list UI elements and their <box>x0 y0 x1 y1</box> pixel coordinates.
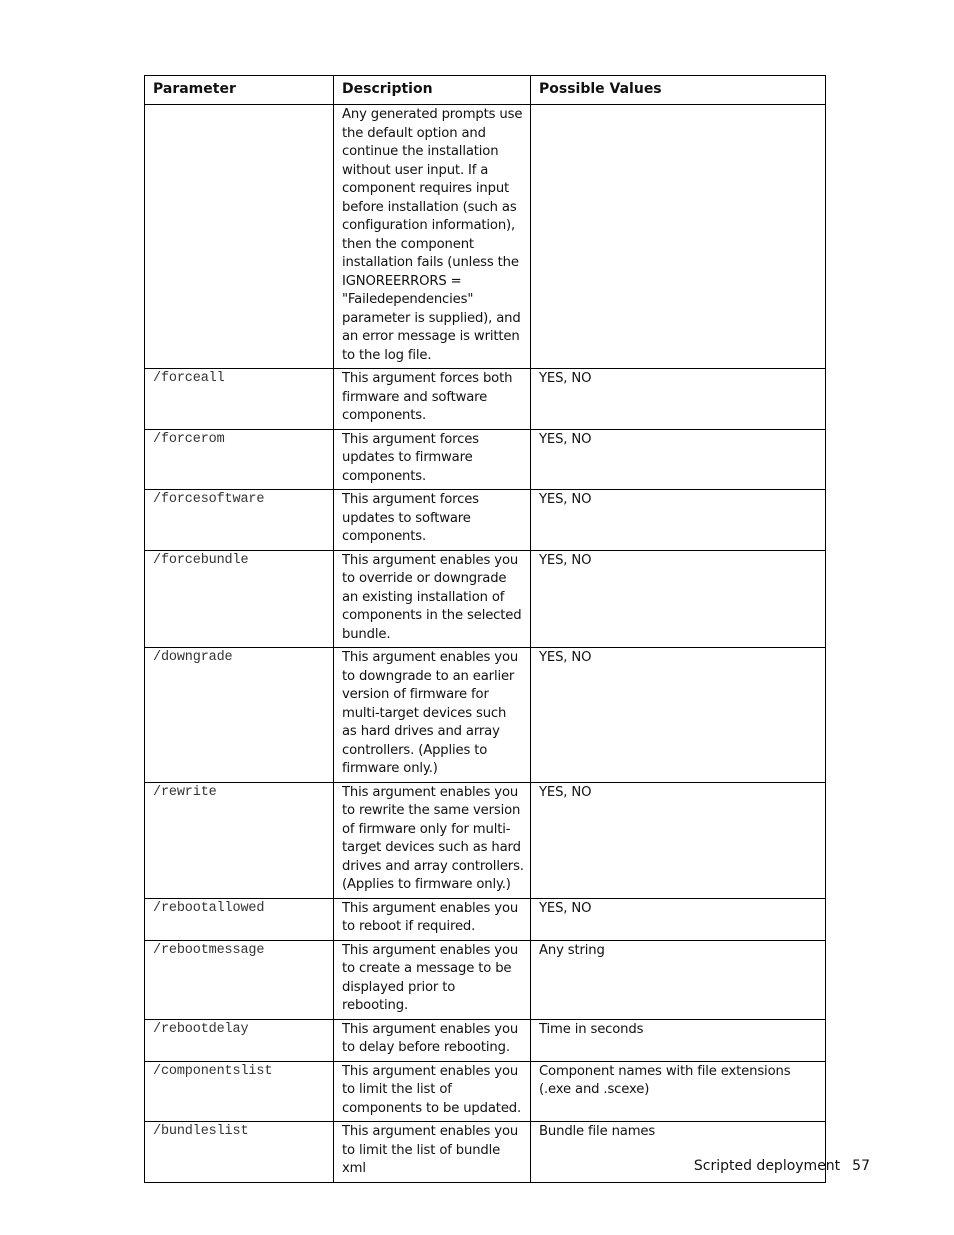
parameter-cell: /bundleslist <box>145 1122 334 1183</box>
parameter-cell: /forcesoftware <box>145 490 334 551</box>
table-row <box>145 429 826 490</box>
description-cell: This argument enables you to reboot if required. <box>334 898 531 940</box>
possible-values-cell: YES, NO <box>531 429 826 490</box>
description-cell: This argument enables you to limit the list of bundle xml <box>334 1122 531 1183</box>
possible-values-cell: YES, NO <box>531 490 826 551</box>
possible-values-cell: Time in seconds <box>531 1019 826 1061</box>
header-description: Description <box>334 76 531 105</box>
parameter-cell: /rebootdelay <box>145 1019 334 1061</box>
parameter-cell: /forcerom <box>145 429 334 490</box>
table-header-row <box>145 76 826 105</box>
possible-values-cell <box>531 105 826 369</box>
possible-values-cell: YES, NO <box>531 898 826 940</box>
possible-values-cell: YES, NO <box>531 550 826 648</box>
table-row <box>145 1019 826 1061</box>
parameter-cell: /rebootmessage <box>145 940 334 1019</box>
table-row <box>145 898 826 940</box>
table-row <box>145 940 826 1019</box>
possible-values-cell: Component names with file extensions (.exe and .scexe) <box>531 1061 826 1122</box>
description-cell: This argument enables you to downgrade to an earlier version of firmware for multi-target devices such as hard drives and array controllers. (Applies to firmware only.) <box>334 648 531 783</box>
possible-values-cell: YES, NO <box>531 648 826 783</box>
parameter-cell <box>145 105 334 369</box>
table-row <box>145 369 826 430</box>
parameter-cell: /componentslist <box>145 1061 334 1122</box>
parameter-cell: /forceall <box>145 369 334 430</box>
description-cell: This argument forces both firmware and software components. <box>334 369 531 430</box>
possible-values-cell: Bundle file names <box>531 1122 826 1183</box>
description-cell: This argument forces updates to software components. <box>334 490 531 551</box>
table-row <box>145 550 826 648</box>
description-cell: This argument enables you to create a message to be displayed prior to rebooting. <box>334 940 531 1019</box>
description-cell: This argument enables you to limit the list of components to be updated. <box>334 1061 531 1122</box>
parameter-cell: /forcebundle <box>145 550 334 648</box>
page-footer <box>694 1158 870 1174</box>
possible-values-cell: YES, NO <box>531 782 826 898</box>
possible-values-cell: Any string <box>531 940 826 1019</box>
possible-values-cell: YES, NO <box>531 369 826 430</box>
parameter-cell: /rewrite <box>145 782 334 898</box>
footer-section-title: Scripted deployment <box>693 1158 841 1174</box>
table-row <box>145 1061 826 1122</box>
parameter-cell: /downgrade <box>145 648 334 783</box>
description-cell: This argument enables you to override or downgrade an existing installation of components in the selected bundle. <box>334 550 531 648</box>
header-possible-values: Possible Values <box>531 76 826 105</box>
description-cell: Any generated prompts use the default option and continue the installation without user input. If a component requires input before installation (such as configuration information), then the component installation fails (unless the IGNOREERRORS = "Failedependencies" parameter is supplied), and an error message is written to the log file. <box>334 105 531 369</box>
description-cell: This argument forces updates to firmware components. <box>334 429 531 490</box>
description-cell: This argument enables you to rewrite the same version of firmware only for multi-target devices such as hard drives and array controllers. (Applies to firmware only.) <box>334 782 531 898</box>
table-row <box>145 782 826 898</box>
parameter-cell: /rebootallowed <box>145 898 334 940</box>
table-row <box>145 490 826 551</box>
header-parameter: Parameter <box>145 76 334 105</box>
description-cell: This argument enables you to delay before rebooting. <box>334 1019 531 1061</box>
table-row <box>145 105 826 369</box>
page-number: 57 <box>852 1158 870 1174</box>
table-row <box>145 648 826 783</box>
parameters-table <box>144 75 826 1183</box>
